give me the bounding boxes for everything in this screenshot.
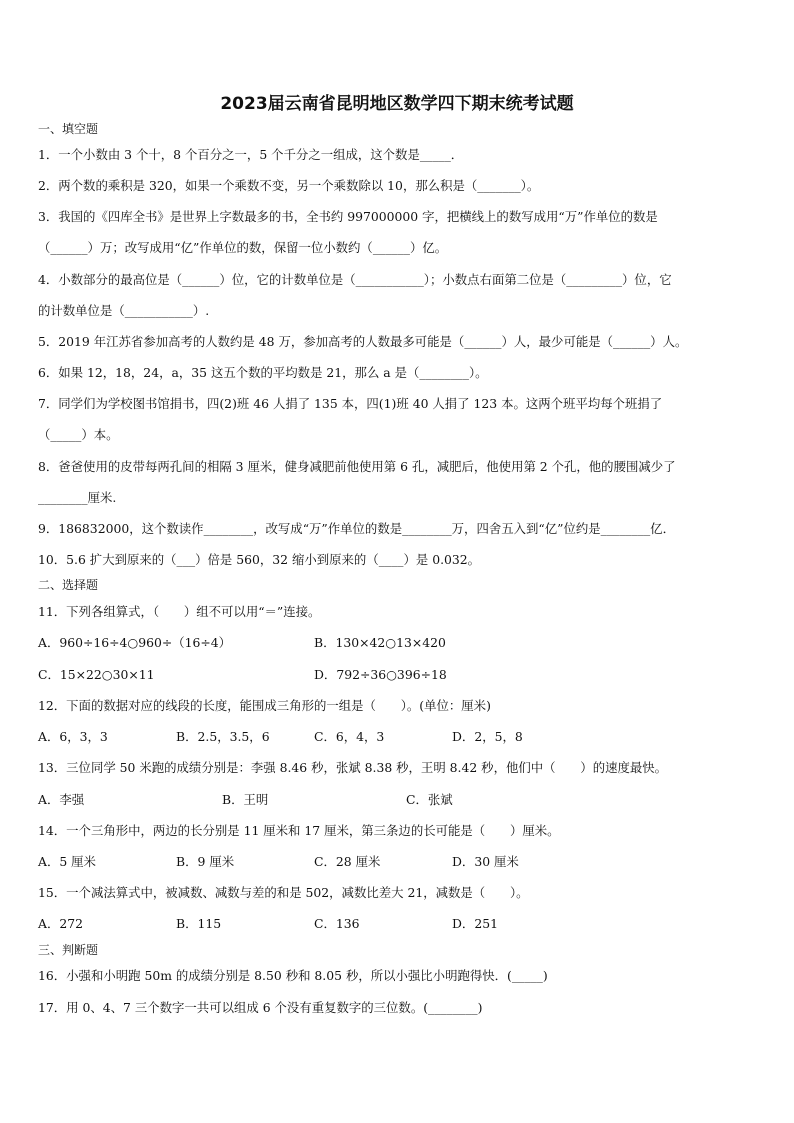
question-4-line-1: 4．小数部分的最高位是（______）位，它的计数单位是（___________）；小数点右面第二位是（_________）位，它 (38, 272, 672, 287)
question-9: 9．186832000，这个数读作________，改写成“万”作单位的数是________万，四舍五入到“亿”位约是________亿． (38, 521, 675, 536)
question-17: 17．用 0、4、7 三个数字一共可以组成 6 个没有重复数字的三位数。(________) (38, 1000, 483, 1015)
question-15: 15．一个减法算式中，被减数、减数与差的和是 502，减数比差大 21，减数是（ ）。 (38, 885, 529, 900)
page-title: 2023届云南省昆明地区数学四下期末统考试题 (220, 94, 574, 114)
question-3-line-1: 3．我国的《四库全书》是世界上字数最多的书，全书约 997000000 字，把横线上的数写成用“万”作单位的数是 (38, 209, 658, 224)
option-15-c: C．136 (314, 916, 360, 931)
question-7-line-1: 7．同学们为学校图书馆捐书，四(2)班 46 人捐了 135 本，四(1)班 40 人捐了 123 本。这两个班平均每个班捐了 (38, 396, 663, 411)
question-14: 14．一个三角形中，两边的长分别是 11 厘米和 17 厘米，第三条边的长可能是（ ）厘米。 (38, 823, 560, 838)
section-heading-choice: 二、选择题 (38, 578, 99, 592)
option-14-d: D．30 厘米 (452, 854, 519, 869)
question-12: 12．下面的数据对应的线段的长度，能围成三角形的一组是（ ）。(单位：厘米) (38, 698, 491, 713)
option-13-a: A．李强 (38, 792, 85, 807)
option-12-a: A．6，3，3 (38, 729, 108, 744)
question-8-line-1: 8．爸爸使用的皮带每两孔间的相隔 3 厘米，健身减肥前他使用第 6 孔，减肥后，他使用第 2 个孔，他的腰围减少了 (38, 459, 676, 474)
option-13-c: C．张斌 (406, 792, 453, 807)
question-1: 1．一个小数由 3 个十，8 个百分之一，5 个千分之一组成，这个数是_____． (38, 147, 464, 162)
option-15-a: A．272 (38, 916, 83, 931)
option-12-d: D．2，5，8 (452, 729, 523, 744)
question-2: 2．两个数的乘积是 320，如果一个乘数不变，另一个乘数除以 10，那么积是（_______）。 (38, 178, 540, 193)
question-13: 13．三位同学 50 米跑的成绩分别是：李强 8.46 秒，张斌 8.38 秒，王明 8.42 秒，他们中（ ）的速度最快。 (38, 760, 668, 775)
option-11-c: C．15×22○30×11 (38, 667, 155, 682)
option-11-b: B．130×42○13×420 (314, 635, 446, 650)
option-11-a: A．960÷16÷4○960÷（16÷4） (38, 635, 232, 650)
option-14-c: C．28 厘米 (314, 854, 381, 869)
option-13-b: B．王明 (222, 792, 269, 807)
section-heading-fill: 一、填空题 (38, 122, 99, 136)
question-8-line-2: ________厘米. (38, 490, 117, 505)
question-11: 11．下列各组算式，（ ）组不可以用“＝”连接。 (38, 604, 321, 619)
option-15-d: D．251 (452, 916, 498, 931)
question-10: 10．5.6 扩大到原来的（___）倍是 560，32 缩小到原来的（____）是 0.032。 (38, 552, 481, 567)
question-3-line-2: （______）万；改写成用“亿”作单位的数，保留一位小数约（______）亿。 (38, 240, 448, 255)
question-16: 16．小强和小明跑 50m 的成绩分别是 8.50 秒和 8.05 秒，所以小强比小明跑得快．(_____) (38, 968, 548, 983)
option-12-b: B．2.5，3.5，6 (176, 729, 270, 744)
option-15-b: B．115 (176, 916, 222, 931)
option-12-c: C．6，4，3 (314, 729, 385, 744)
section-heading-judge: 三、判断题 (38, 943, 99, 957)
option-11-d: D．792÷36○396÷18 (314, 667, 447, 682)
question-4-line-2: 的计数单位是（___________）. (38, 303, 210, 318)
option-14-b: B．9 厘米 (176, 854, 235, 869)
question-5: 5．2019 年江苏省参加高考的人数约是 48 万，参加高考的人数最多可能是（______）人，最少可能是（______）人。 (38, 334, 688, 349)
question-6: 6．如果 12，18，24，a，35 这五个数的平均数是 21，那么 a 是（________）。 (38, 365, 488, 380)
option-14-a: A．5 厘米 (38, 854, 96, 869)
question-7-line-2: （_____）本。 (38, 427, 119, 442)
